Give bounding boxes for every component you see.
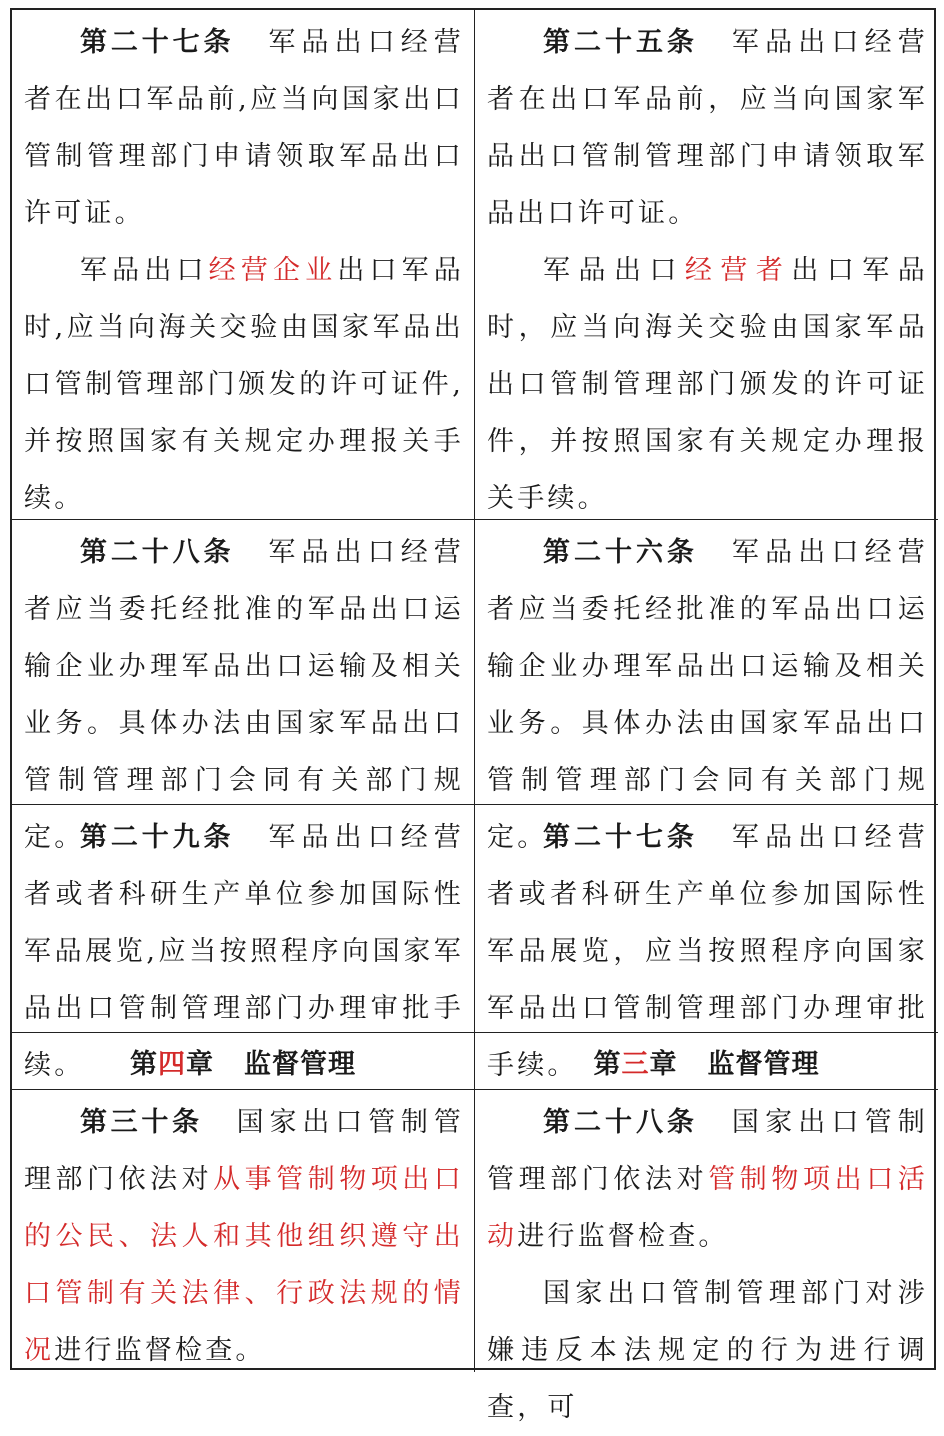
text-segment: 国家出口管制管理部门对涉嫌违反本法规定的行为进行调查，可 bbox=[487, 1278, 928, 1423]
chapter-prefix: 第 bbox=[130, 1048, 158, 1080]
text-segment: 出口军品时,应当向海关交验由国家军品出口管制管理部门颁发的许可证件,并按照国家有关规定办理报关手续。 bbox=[24, 255, 464, 514]
article-number: 第二十七条 bbox=[80, 27, 235, 58]
text-segment: 军品出口经营者在出口军品前,应当向国家出口管制管理部门申请领取军品出口许可证。 bbox=[24, 27, 465, 229]
text-segment: 军品出口经营者或者科研生产单位参加国际性军品展览,应当按照程序向国家军品出口管制管理部门办理审批手续。 bbox=[24, 822, 465, 1081]
text-segment: 军品出口经营者在出口军品前，应当向国家军品出口管制管理部门申请领取军品出口许可证。 bbox=[487, 27, 929, 229]
paragraph bbox=[487, 1265, 928, 1436]
chapter-title: 监督管理 bbox=[244, 1048, 356, 1080]
cell-right-article-28 bbox=[475, 1090, 938, 1423]
article-number: 第二十六条 bbox=[543, 537, 698, 568]
paragraph bbox=[24, 14, 464, 242]
text-segment: 军品出口经营者应当委托经批准的军品出口运输企业办理军品出口运输及相关业务。具体办法由国家军品出口管制管理部门会同有关部门规定。 bbox=[24, 537, 465, 853]
text-segment: 进行监督检查。 bbox=[517, 1221, 729, 1252]
cell-right-article-25 bbox=[475, 10, 938, 520]
paragraph bbox=[24, 242, 464, 527]
text-segment: 国家出口管制管理部门依法对 bbox=[24, 1107, 464, 1195]
text-segment: 军品出口 bbox=[80, 255, 209, 286]
highlight-segment: 管制物项出口活动 bbox=[487, 1164, 928, 1252]
text-segment: 进行监督检查。 bbox=[54, 1335, 266, 1366]
paragraph bbox=[24, 1094, 464, 1379]
cell-left-article-30 bbox=[12, 1090, 475, 1372]
chapter-heading-right bbox=[475, 1033, 938, 1090]
article-number: 第二十八条 bbox=[543, 1107, 698, 1138]
paragraph bbox=[487, 14, 928, 242]
chapter-heading-left bbox=[12, 1033, 475, 1090]
article-number: 第二十八条 bbox=[80, 537, 235, 568]
article-number: 第二十五条 bbox=[543, 27, 698, 58]
paragraph bbox=[487, 242, 928, 527]
article-number: 第三十条 bbox=[80, 1107, 203, 1138]
chapter-number: 四 bbox=[158, 1048, 186, 1080]
chapter-title: 监督管理 bbox=[707, 1048, 820, 1080]
text-segment: 出口军品时，应当向海关交验由国家军品出口管制管理部门颁发的许可证件，并按照国家有关规定办理报关手续。 bbox=[487, 255, 928, 514]
highlight-segment: 经营企业 bbox=[208, 255, 338, 286]
article-number: 第二十九条 bbox=[80, 822, 235, 853]
highlight-segment: 经营者 bbox=[684, 255, 792, 286]
chapter-number: 三 bbox=[621, 1048, 650, 1080]
text-segment: 军品出口经营者或者科研生产单位参加国际性军品展览，应当按照程序向国家军品出口管制管理部门办理审批手续。 bbox=[487, 822, 929, 1081]
chapter-prefix: 第 bbox=[593, 1048, 622, 1080]
comparison-table bbox=[10, 8, 936, 1423]
article-number: 第二十七条 bbox=[543, 822, 698, 853]
chapter-suffix: 章 bbox=[649, 1048, 678, 1080]
highlight-segment: 从事管制物项出口的公民、法人和其他组织遵守出口管制有关法律、行政法规的情况 bbox=[24, 1164, 464, 1366]
text-segment: 国家出口管制管理部门依法对 bbox=[487, 1107, 929, 1195]
text-segment: 军品出口经营者应当委托经批准的军品出口运输企业办理军品出口运输及相关业务。具体办法由国家军品出口管制管理部门会同有关部门规定。 bbox=[487, 537, 929, 853]
paragraph bbox=[487, 1094, 928, 1265]
chapter-suffix: 章 bbox=[186, 1048, 214, 1080]
text-segment: 军品出口 bbox=[543, 255, 685, 286]
cell-left-article-27 bbox=[12, 10, 475, 520]
